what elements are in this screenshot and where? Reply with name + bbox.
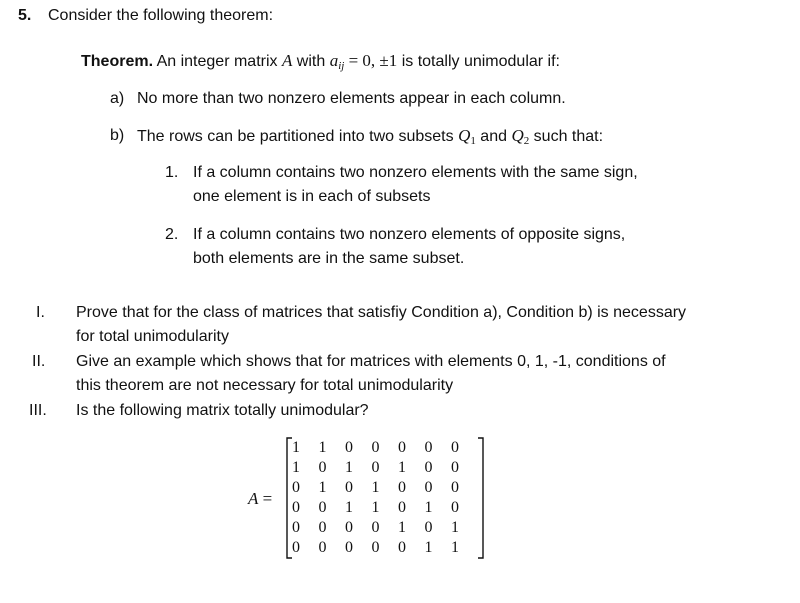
matrix-cell: 0 [292, 479, 300, 496]
subcondition-1-line1: If a column contains two nonzero elements with the same sign, [193, 164, 638, 181]
condition-b-marker: b) [110, 127, 125, 144]
matrix-cell: 0 [371, 459, 380, 476]
matrix-cell: 0 [371, 519, 380, 536]
part-2-marker: II. [32, 353, 46, 370]
matrix-cell: 0 [318, 519, 327, 536]
matrix-cell: 0 [292, 519, 300, 536]
element-expression [330, 51, 398, 70]
matrix-cell: 0 [451, 499, 459, 516]
element-condition: = 0, ±1 [344, 51, 398, 70]
subset-q2-var: Q [511, 126, 524, 145]
question-text: Consider the following theorem: [48, 7, 274, 24]
matrix-cell: 1 [318, 479, 327, 496]
part-2-line2: this theorem are not necessary for total unimodularity [76, 377, 454, 394]
matrix-cell: 1 [292, 459, 300, 476]
matrix-cell: 0 [451, 459, 459, 476]
theorem-text-with: with [292, 53, 330, 70]
matrix-cell: 0 [345, 479, 353, 496]
matrix-cell: 0 [398, 499, 406, 516]
matrix-cell: 0 [318, 459, 327, 476]
theorem-text-before: An integer matrix [153, 53, 282, 70]
matrix-cell: 1 [292, 439, 300, 456]
matrix-cell: 1 [451, 539, 459, 556]
matrix-cell: 0 [292, 539, 300, 556]
matrix-cell: 1 [398, 519, 406, 536]
matrix-cell: 1 [345, 499, 353, 516]
matrix [282, 436, 488, 560]
matrix-cell: 0 [424, 479, 433, 496]
matrix-cell: 0 [345, 519, 353, 536]
matrix-cell: 1 [318, 439, 327, 456]
subset-q1-var: Q [458, 126, 471, 145]
matrix-cell: 1 [371, 499, 380, 516]
matrix-cell: 1 [424, 539, 433, 556]
matrix-cell: 0 [371, 539, 380, 556]
matrix-cell: 0 [318, 499, 327, 516]
part-2-line1: Give an example which shows that for matrices with elements 0, 1, -1, conditions of [76, 353, 666, 370]
condition-a-text: No more than two nonzero elements appear in each column. [137, 90, 566, 107]
condition-b-text-and: and [475, 128, 512, 145]
element-variable: a [329, 51, 339, 70]
condition-b-text-before: The rows can be partitioned into two subsets [137, 128, 459, 145]
part-3-marker: III. [29, 402, 47, 419]
matrix-cell: 0 [398, 539, 406, 556]
element-subscript: ij [338, 60, 345, 72]
matrix-cell: 0 [318, 539, 327, 556]
matrix-cell: 0 [371, 439, 380, 456]
right-bracket [478, 438, 483, 558]
matrix-cell: 0 [398, 439, 406, 456]
matrix-cell: 0 [424, 439, 433, 456]
matrix-cell: 1 [451, 519, 459, 536]
subset-q1 [458, 126, 476, 145]
matrix-cell: 0 [345, 539, 353, 556]
subset-q1-sub: 1 [470, 135, 476, 147]
part-3-line1: Is the following matrix totally unimodular? [76, 402, 369, 419]
theorem-text-after: is totally unimodular if: [397, 53, 560, 70]
condition-b-text-after: such that: [529, 128, 604, 145]
matrix-cell: 0 [398, 479, 406, 496]
subcondition-2-line2: both elements are in the same subset. [193, 250, 465, 267]
condition-b-text [137, 126, 603, 147]
subcondition-1-marker: 1. [165, 164, 179, 181]
matrix-cell: 0 [424, 519, 433, 536]
matrix-variable: A [281, 51, 293, 70]
condition-a-marker: a) [110, 90, 125, 107]
matrix-cell: 0 [345, 439, 353, 456]
matrix-cell: 1 [424, 499, 433, 516]
part-1-line1: Prove that for the class of matrices that satisfiy Condition a), Condition b) is necessary [76, 304, 687, 321]
matrix-cell: 1 [345, 459, 353, 476]
matrix-cell: 0 [292, 499, 300, 516]
matrix-label: A = [248, 489, 273, 508]
subcondition-2-marker: 2. [165, 226, 179, 243]
matrix-cell: 0 [451, 479, 459, 496]
subcondition-2-line1: If a column contains two nonzero elements of opposite signs, [193, 226, 626, 243]
subset-q2-sub: 2 [523, 135, 530, 147]
matrix-cell: 0 [451, 439, 459, 456]
matrix-cell: 0 [424, 459, 433, 476]
part-1-line2: for total unimodularity [76, 328, 229, 345]
matrix-label-var: A [248, 489, 259, 508]
subset-q2 [511, 126, 529, 145]
theorem-label: Theorem. [81, 53, 154, 70]
subcondition-1-line2: one element is in each of subsets [193, 188, 431, 205]
matrix-cell: 1 [398, 459, 406, 476]
theorem-statement [81, 51, 560, 72]
part-1-marker: I. [36, 304, 45, 321]
matrix-cell: 1 [371, 479, 380, 496]
question-number: 5. [18, 7, 32, 24]
